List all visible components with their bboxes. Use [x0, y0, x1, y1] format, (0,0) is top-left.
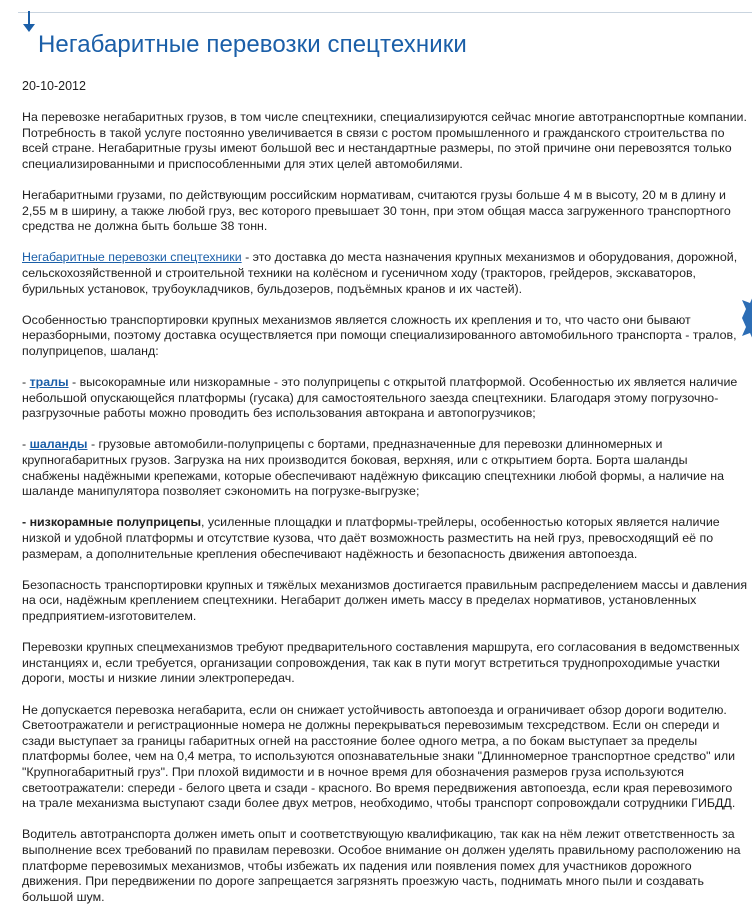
- list-dash: -: [22, 375, 30, 390]
- traly-link[interactable]: тралы: [29, 375, 69, 390]
- lowbed-text: , усиленные площадки и платформы-трейлеры, особенностью которых является наличие низкой и удобной платформы и отсутствие кузова, что даёт возможность разместить на ней груз, превосходящий её по размерам, а дополнительные крепления обеспечивают надёжность и безопасность движения автопоезда.: [22, 515, 720, 561]
- arrow-down-icon-head: [23, 24, 35, 32]
- list-dash: -: [22, 437, 30, 452]
- traly-text: - высокорамные или низкорамные - это полуприцепы с открытой платформой. Особенностью их является наличие небольшой опускающейся платформы (гусака) для самостоятельного заезда спецтехники. Благодаря этому погрузочно-разгрузочные работы можно проводить без использования автокрана и автопогрузчиков;: [22, 375, 738, 421]
- list-item-lowbed: [22, 515, 748, 562]
- paragraph-definition: Негабаритными грузами, по действующим российским нормативам, считаются грузы больше 4 м в высоту, 20 м в длину и 2,55 м в ширину, а также любой груз, вес которого превышает 30 тонн, при этом общая масса загруженного транспортного средства не должна быть больше 38 тонн.: [22, 187, 731, 234]
- top-divider: [18, 12, 752, 13]
- paragraph-service: [22, 250, 748, 297]
- star-badge-icon[interactable]: [742, 294, 752, 342]
- paragraph-safety: Безопасность транспортировки крупных и тяжёлых механизмов достигается правильным распределением массы и давления на оси, надёжным креплением спецтехники. Негабарит должен иметь массу в пределах нормативов, установленных предприятием-изготовителем.: [22, 577, 748, 623]
- paragraph-route: Перевозки крупных спецмеханизмов требуют предварительного составления маршрута, его согласования в ведомственных инстанциях и, если требуется, организации сопровождения, так как в пути могут встретиться труднопроходимые участки дороги, мосты и низкие линии электропередач.: [22, 640, 740, 686]
- paragraph-driver: Водитель автотранспорта должен иметь опыт и соответствующую квалификацию, так как на нём лежит ответственность за выполнение всех требований по правилам перевозки. Особое внимание он должен уделять правильному расположению на платформе перевозимых механизмов, чтобы избежать их падения или появления помех для участников дорожного движения. При передвижении по дороге запрещается загрязнять проезжую часть, поднимать много пыли и создавать большой шум.: [22, 827, 741, 904]
- service-link[interactable]: Негабаритные перевозки спецтехники: [22, 250, 242, 265]
- publish-date: 20-10-2012: [22, 79, 86, 93]
- page-title: Негабаритные перевозки спецтехники: [38, 31, 467, 58]
- lowbed-heading: - низкорамные полуприцепы: [22, 515, 202, 530]
- paragraph-service-text: - это доставка до места назначения крупных механизмов и оборудования, дорожной, сельскохозяйственной и строительной техники на колёсном и гусеничном ходу (тракторов, грейдеров, экскаваторов, бурильных установок, трубоукладчиков, бульдозеров, подъёмных кранов и их частей).: [22, 250, 738, 296]
- paragraph-intro: На перевозке негабаритных грузов, в том числе спецтехники, специализируются сейчас многие автотранспортные компании. Потребность в такой услуге постоянно увеличивается в связи с ростом промышленного и гражданского строительства по всей стране. Негабаритные грузы имеют большой вес и нестандартные размеры, по этой причине они перевозятся только специализированными и приспособленными для этих целей автомобилями.: [22, 110, 747, 171]
- article-body: [22, 110, 748, 921]
- list-item-shalandy: [22, 437, 748, 499]
- list-item-traly: [22, 375, 748, 422]
- paragraph-features: Особенностью транспортировки крупных механизмов является сложность их крепления и то, что часто они бывают неразборными, поэтому доставка осуществляется при помощи специализированного автомобильного транспорта - тралов, полуприцепов, шаланд:: [22, 312, 737, 358]
- paragraph-rules: Не допускается перевозка негабарита, если он снижает устойчивость автопоезда и ограничивает обзор дороги водителю. Светоотражатели и регистрационные номера не должны перекрываться перевозимым техсредством. Если он спереди и сзади выступает за границы габаритных огней на расстояние более одного метра, а по бокам выступает за пределы платформы более, чем на 0,4 метра, то используются опознавательные знаки "Длинномерное транспортное средство" или "Крупногабаритный груз". При плохой видимости и в ночное время для обозначения размеров груза используются светоотражатели: спереди - белого цвета и сзади - красного. Во время передвижения автопоезда, если края перевозимого на трале механизма выступают сзади более двух метров, необходимо, чтобы транспорт сопровождали сотрудники ГИБДД.: [22, 702, 736, 811]
- shalandy-link[interactable]: шаланды: [29, 437, 88, 452]
- shalandy-text: - грузовые автомобили-полуприцепы с бортами, предназначенные для перевозки длинномерных и крупногабаритных грузов. Загрузка на них производится боковая, верхняя, или с открытием борта. Борта шаланды снабжены надёжными крепежами, которые обеспечивают надёжную фиксацию спецтехники любой формы, а наличие на шаланде манипулятора позволяет сэкономить на погрузке-выгрузке;: [22, 437, 724, 499]
